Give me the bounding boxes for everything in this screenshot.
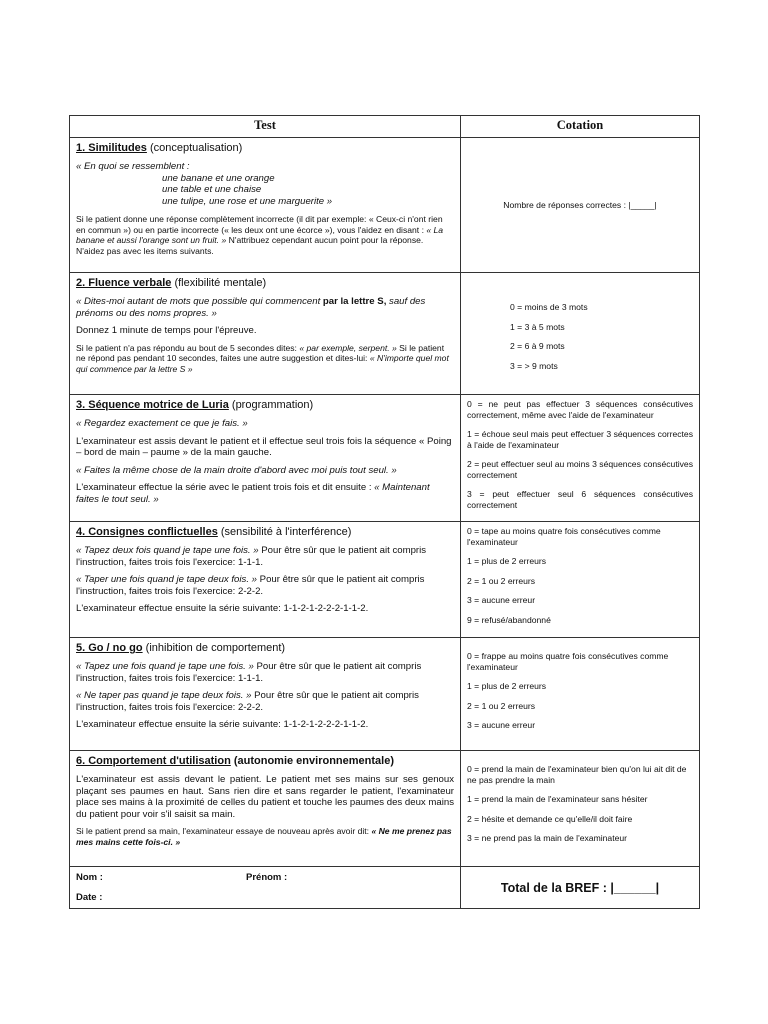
score-correct-answers: Nombre de réponses correctes : |_____| [503,200,657,211]
score-3: 3 = > 9 mots [510,360,558,371]
section-title: 4. Consignes conflictuelles [76,526,218,538]
section-title: 1. Similitudes [76,142,147,154]
bref-table [69,115,700,909]
section-title: 3. Séquence motrice de Luria [76,399,229,411]
item-2: une table et une chaise [162,184,262,195]
section-similitudes [70,138,700,273]
item-3: une tulipe, une rose et une marguerite » [162,195,333,207]
score-9: 9 = refusé/abandonné [467,614,551,625]
instruction-note: Si le patient n'a pas répondu au bout de 5 secondes dites: « par exemple, serpent. » Si le patient ne répond pas pendant 10 secondes, faites une autre suggestion et dites-lui: « N'importe quel mot qui commence par la lettre S » [76,342,449,374]
section-title: 6. Comportement d'utilisation [76,755,231,767]
prenom-label: Prénom : [246,872,288,883]
header-cotation: Cotation [461,116,700,138]
score-1: 1 = 3 à 5 mots [510,321,565,332]
score-2: 2 = hésite et demande ce qu'elle/il doit faire [467,813,633,824]
score-1: 1 = plus de 2 erreurs [467,681,547,691]
series: L'examinateur effectue ensuite la série suivante: 1-1-2-1-2-2-2-1-1-2. [76,719,369,730]
section-title: 2. Fluence verbale [76,277,172,289]
score-2: 2 = 1 ou 2 erreurs [467,575,536,586]
score-3: 3 = peut effectuer seul 6 séquences consécutives correctement [467,489,693,510]
header-test: Test [70,116,461,138]
question: « Regardez exactement ce que je fais. » [76,418,248,429]
instruction-note: Si le patient prend sa main, l'examinateur essaye de nouveau après avoir dit: « Ne me prenez pas mes mains cette fois-ci. » [76,826,452,847]
date-label: Date : [76,892,103,903]
section-subtitle: (autonomie environnementale) [230,755,394,767]
section-subtitle: (sensibilité à l'interférence) [217,526,352,538]
question: « Dites-moi autant de mots que possible qui commencent par la lettre S, sauf des prénoms ou des noms propres. » [76,296,426,319]
score-1: 1 = prend la main de l'examinateur sans hésiter [467,794,648,804]
section-title: 5. Go / no go [76,642,143,654]
score-1: 1 = échoue seul mais peut effectuer 3 séquences correctes à l'aide de l'examinateur [467,429,693,450]
score-2: 2 = peut effectuer seul au moins 3 séquences consécutives correctement [467,459,693,480]
instruction-2: « Ne taper pas quand je tape deux fois. » Pour être sûr que le patient ait compris l'instruction, faites trois fois l'exercice: 2-2-2. [76,690,419,713]
section-subtitle: (inhibition de comportement) [142,642,286,654]
section-subtitle: (conceptualisation) [146,142,243,154]
section-subtitle: (programmation) [228,399,314,411]
footer-row [70,867,700,909]
section-comportement [70,751,700,867]
score-0: 0 = ne peut pas effectuer 3 séquences consécutives correctement, même avec l'aide de l'examinateur [467,399,693,420]
instruction-2: « Taper une fois quand je tape deux fois. » Pour être sûr que le patient ait compris l'instruction, faites trois fois l'exercice: 2-2-2. [76,574,425,597]
series: L'examinateur effectue ensuite la série suivante: 1-1-2-1-2-2-2-1-1-2. [76,603,369,614]
item-1: une banane et une orange [162,172,275,184]
score-1: 1 = plus de 2 erreurs [467,556,547,566]
score-2: 2 = 1 ou 2 erreurs [467,700,536,711]
total-bref: Total de la BREF : |______| [461,867,700,909]
score-0: 0 = tape au moins quatre fois consécutives comme l'examinateur [467,526,661,547]
section-subtitle: (flexibilité mentale) [171,277,267,289]
instruction-note: Si le patient donne une réponse complètement incorrecte (il dit par exemple: « Ceux-ci n'ont rien en commun ») ou en partie incorrecte (« les deux ont une écorce »), vous l'aidez en disant : « La banane et aussi l'orange sont un fruit. » N'attribuez cependant aucun point pour la réponse. N'aidez pas avec les items suivants. [76,214,444,256]
score-3: 3 = aucune erreur [467,595,536,605]
nom-label: Nom : [76,872,103,883]
question-2: « Faites la même chose de la main droite d'abord avec moi puis tout seul. » [76,464,397,476]
question: « En quoi se ressemblent : [76,161,190,172]
instruction-1: « Tapez une fois quand je tape une fois. » Pour être sûr que le patient ait compris l'instruction, faites trois fois l'exercice: 1-1-1. [76,661,422,684]
section-go-no-go [70,638,700,751]
instruction: Donnez 1 minute de temps pour l'épreuve. [76,325,257,336]
instruction: L'examinateur est assis devant le patient et il effectue seul trois fois la séquence « Poing – bord de main – paume » de la main gauche. [76,435,452,458]
score-0: 0 = frappe au moins quatre fois consécutives comme l'examinateur [467,651,669,672]
score-2: 2 = 6 à 9 mots [510,341,565,351]
score-0: 0 = prend la main de l'examinateur bien qu'on lui ait dit de ne pas prendre la main [467,764,687,785]
section-luria [70,395,700,522]
instruction-1: « Tapez deux fois quand je tape une fois. » Pour être sûr que le patient ait compris l'instruction, faites trois fois l'exercice: 1-1-1. [76,545,427,568]
section-fluence [70,273,700,395]
instruction-2: L'examinateur effectue la série avec le patient trois fois et dit ensuite : « Maintenant faites le tout seul. » [76,482,430,505]
section-consignes [70,522,700,638]
score-3: 3 = aucune erreur [467,720,536,730]
instruction: L'examinateur est assis devant le patient. Le patient met ses mains sur ses genoux plaçant ses paumes en haut. Sans rien dire et sans regarder le patient, l'examinateur place ses mains à la proximité de celles du patient et touche les paumes des deux mains du patient pour voir s'il saisit sa main. [76,774,454,820]
score-3: 3 = ne prend pas la main de l'examinateur [467,833,628,843]
score-0: 0 = moins de 3 mots [510,302,588,312]
